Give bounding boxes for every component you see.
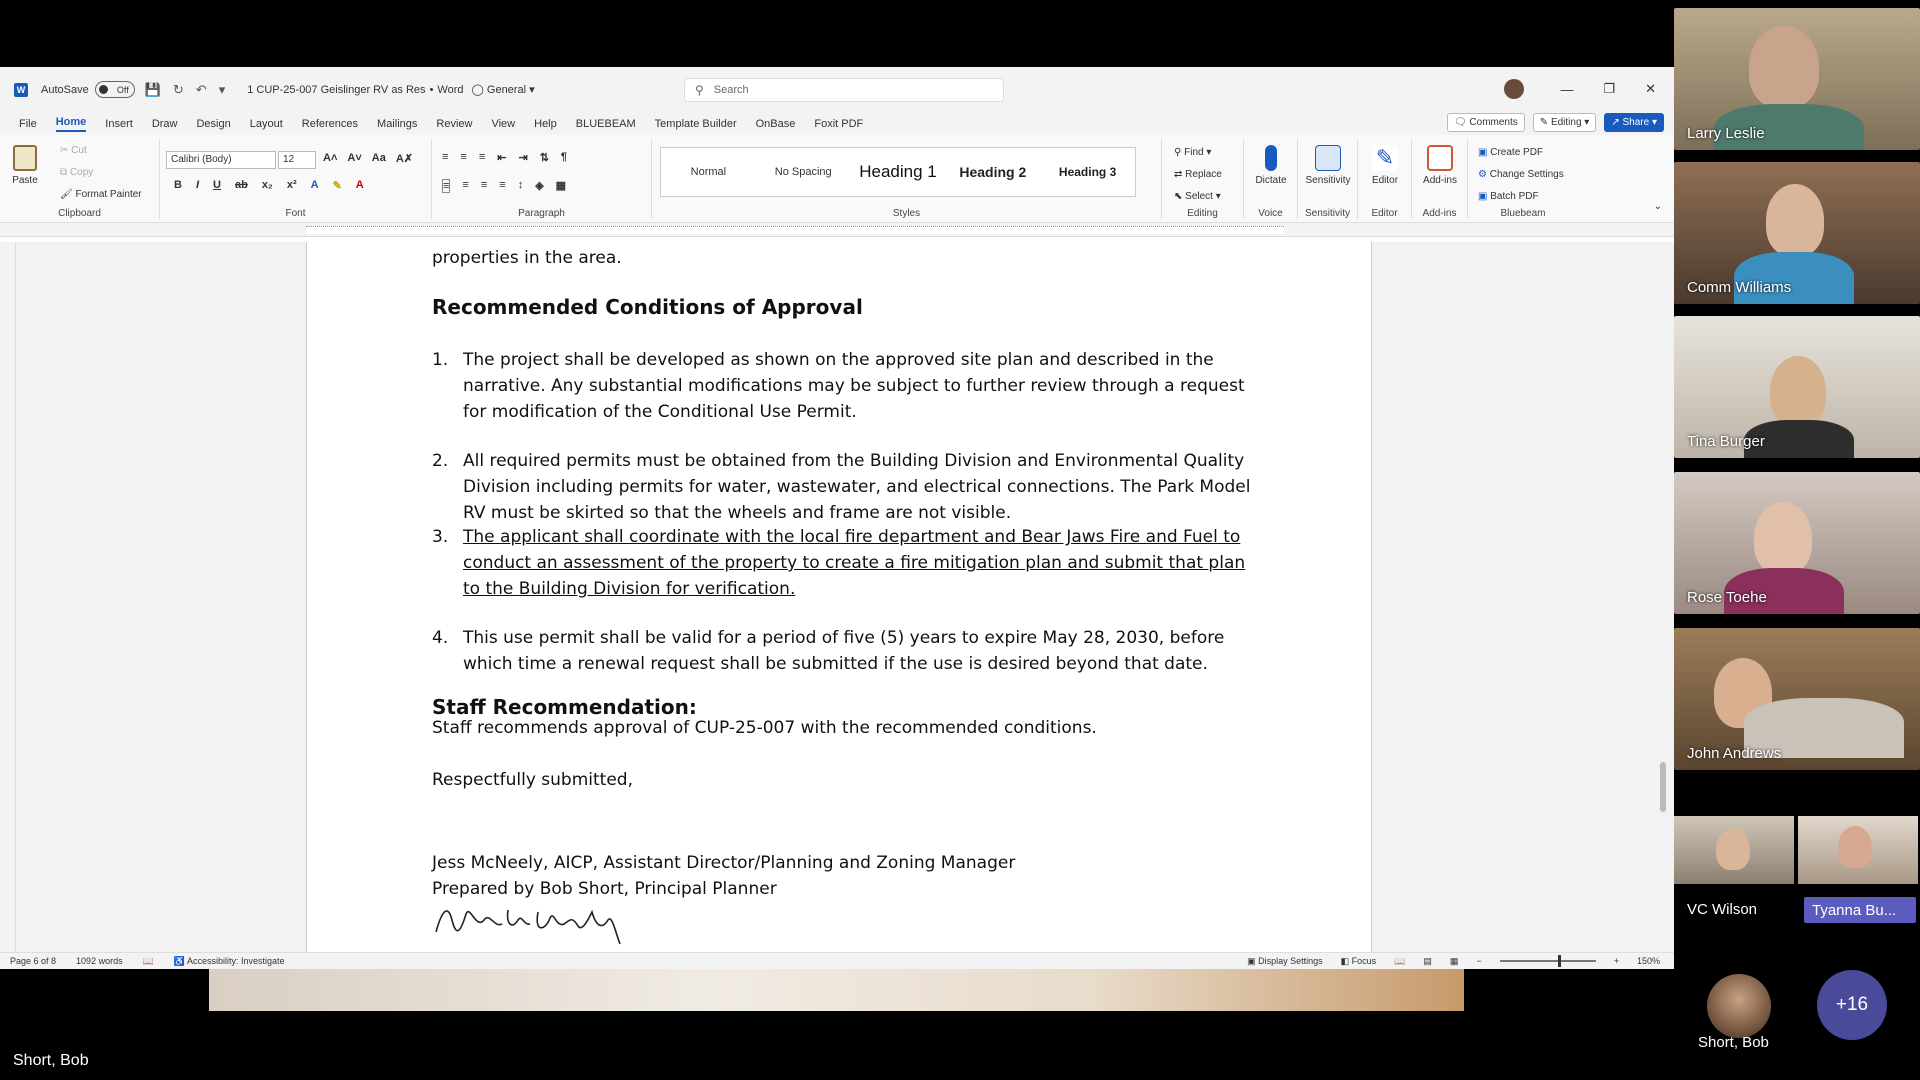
copy-button[interactable]: ⧉ Copy [60, 167, 94, 178]
app-name: Word [437, 83, 464, 96]
align-left-icon[interactable]: ≡ [443, 180, 450, 192]
strikethrough-icon[interactable]: ab [234, 179, 248, 191]
editor-button[interactable] [1362, 145, 1408, 186]
group-sensitivity [1298, 139, 1358, 219]
document-page[interactable] [306, 242, 1372, 952]
group-clipboard [0, 139, 160, 219]
decrease-indent-icon[interactable]: ⇤ [497, 152, 507, 164]
group-addins [1412, 139, 1468, 219]
display-settings-label: Display Settings [1258, 955, 1323, 966]
horizontal-ruler [0, 223, 1674, 237]
zoom-out-icon[interactable]: − [1476, 956, 1482, 966]
window-controls [1504, 79, 1656, 99]
participant-name: John Andrews [1687, 745, 1782, 762]
ribbon-right-actions [1447, 113, 1664, 132]
focus-label: Focus [1351, 955, 1377, 966]
italic-icon[interactable]: I [195, 179, 200, 191]
condition-number: 1. [432, 350, 449, 370]
paste-label: Paste [12, 175, 38, 186]
sensitivity-icon [1315, 145, 1341, 171]
participant-video [1766, 184, 1824, 256]
tab-foxit-pdf[interactable]: Foxit PDF [814, 117, 864, 130]
participant-face [1838, 826, 1872, 868]
condition-item [432, 448, 1252, 526]
bullets-icon[interactable]: ≡ [442, 151, 449, 163]
print-layout-icon[interactable]: ▤ [1423, 955, 1432, 966]
increase-indent-icon[interactable]: ⇥ [518, 152, 528, 164]
participant-name: Comm Williams [1687, 279, 1792, 296]
zoom-slider[interactable] [1500, 960, 1596, 962]
condition-text: This use permit shall be valid for a period of five (5) years to expire May 28, 2030, before which time a renewal request shall be submitted if the use is desired beyond that date. [463, 628, 1225, 674]
more-participants-button[interactable]: +16 [1817, 970, 1887, 1040]
style-no-spacing[interactable]: No Spacing [774, 166, 832, 178]
editor-pen-icon: ✎ [1372, 145, 1398, 171]
condition-text-inserted: The applicant shall coordinate with the local fire department and Bear Jaws Fire and Fuel to conduct an assessment of the property to create a fire mitigation plan and submit that plan to the Building Division for verification. [463, 527, 1246, 599]
tab-template-builder[interactable]: Template Builder [654, 117, 737, 130]
batch-icon: ▣ [1478, 191, 1488, 202]
tab-file[interactable]: File [19, 117, 37, 130]
editor-label: Editor [1371, 175, 1399, 186]
group-editing [1162, 139, 1244, 219]
clear-formatting-icon[interactable]: A✗ [395, 153, 413, 165]
settings-icon: ⚙ [1478, 169, 1487, 180]
group-editor [1358, 139, 1412, 219]
create-pdf-button[interactable] [1478, 147, 1543, 158]
editing-group-label: Editing [1187, 208, 1218, 219]
style-heading-3[interactable]: Heading 3 [1058, 165, 1117, 179]
share-button[interactable]: ↗ Share ▾ [1604, 113, 1664, 132]
participant-tile[interactable] [1674, 472, 1920, 614]
page-count[interactable]: Page 6 of 8 [10, 956, 57, 966]
tab-design[interactable]: Design [196, 117, 231, 130]
group-bluebeam [1468, 139, 1578, 219]
sensitivity-button[interactable] [1300, 145, 1356, 186]
clipboard-group-label: Clipboard [58, 208, 101, 219]
style-normal[interactable]: Normal [690, 166, 727, 178]
paragraph-group-label: Paragraph [518, 208, 565, 219]
editing-mode-button[interactable]: ✎ Editing ▾ [1533, 113, 1597, 132]
display-settings-button[interactable]: ▣ Display Settings [1247, 955, 1323, 966]
signer-text: Jess McNeely, AICP, Assistant Director/Planning and Zoning Manager [432, 853, 1016, 873]
word-count[interactable]: 1092 words [76, 956, 123, 966]
participant-tile[interactable] [1674, 628, 1920, 770]
align-right-icon[interactable]: ≡ [480, 179, 488, 191]
customize-qat-icon[interactable]: ▾ [218, 81, 226, 97]
participant-video [1674, 816, 1794, 884]
restore-icon[interactable]: ❐ [1603, 81, 1616, 96]
change-settings-button[interactable] [1478, 169, 1564, 180]
tab-review[interactable]: Review [436, 117, 473, 130]
tab-references[interactable]: References [301, 117, 359, 130]
participant-video [1798, 816, 1918, 884]
closing-text: Respectfully submitted, [432, 770, 633, 790]
participant-video [1749, 26, 1819, 108]
select-button[interactable]: ⬉ Select ▾ [1174, 191, 1221, 202]
group-styles [652, 139, 1162, 219]
tab-draw[interactable]: Draw [151, 117, 178, 130]
tab-insert[interactable]: Insert [105, 117, 133, 130]
zoom-in-icon[interactable]: + [1613, 956, 1619, 966]
font-name-dropdown[interactable]: Calibri (Body) [166, 151, 276, 169]
find-label: Find [1184, 147, 1204, 158]
dictate-label: Dictate [1255, 175, 1287, 186]
batch-pdf-label: Batch PDF [1490, 191, 1539, 202]
create-pdf-label: Create PDF [1490, 147, 1544, 158]
addins-label: Add-ins [1423, 175, 1457, 186]
multilevel-list-icon[interactable]: ≡ [478, 151, 486, 163]
format-painter-label: Format Painter [75, 189, 142, 200]
close-icon[interactable]: ✕ [1645, 81, 1656, 96]
self-name: Short, Bob [1698, 1034, 1769, 1051]
share-label: Share [1622, 117, 1650, 128]
tab-home[interactable]: Home [56, 116, 87, 132]
text-effects-icon[interactable]: A [310, 179, 319, 191]
read-mode-icon[interactable]: 📖 [1394, 955, 1406, 966]
addins-button[interactable] [1416, 145, 1464, 186]
batch-pdf-button[interactable] [1478, 191, 1539, 202]
participant-video [1770, 356, 1826, 426]
condition-number: 3. [432, 527, 449, 547]
sensitivity-btn-label: Sensitivity [1305, 175, 1351, 186]
save-icon[interactable]: 💾 [144, 81, 161, 97]
condition-item [432, 524, 1252, 602]
bold-icon[interactable]: B [174, 179, 182, 191]
style-heading-1[interactable]: Heading 1 [859, 162, 937, 181]
paragraph-list-tools [442, 151, 567, 164]
participant-tile[interactable] [1674, 316, 1920, 458]
participant-name: Larry Leslie [1687, 125, 1765, 142]
underline-icon[interactable]: U [213, 179, 221, 191]
ruler-track [306, 226, 1284, 234]
zoom-level[interactable]: 150% [1636, 956, 1660, 966]
search-icon: ⚲ [695, 83, 704, 97]
change-settings-label: Change Settings [1489, 169, 1564, 180]
participant-name: Rose Toehe [1687, 589, 1767, 606]
document-area [0, 242, 1674, 952]
clipboard-icon [13, 145, 37, 171]
participant-name: Tina Burger [1687, 433, 1765, 450]
participant-face [1716, 828, 1750, 870]
microphone-icon [1265, 145, 1277, 171]
participant-tile[interactable] [1674, 162, 1920, 304]
participant-tile-pair[interactable] [1674, 816, 1920, 929]
sensitivity-label[interactable]: ◯ General ▾ [471, 84, 535, 96]
undo-icon[interactable]: ↶ [195, 81, 207, 97]
find-button[interactable]: ⚲ Find ▾ [1174, 147, 1212, 158]
addins-group-label: Add-ins [1422, 208, 1457, 219]
comments-label: Comments [1469, 117, 1518, 128]
staff-recommendation-text: Staff recommends approval of CUP-25-007 with the recommended conditions. [432, 718, 1097, 738]
format-painter-button[interactable]: 🖌 Format Painter [60, 189, 142, 200]
font-group-label: Font [285, 208, 306, 219]
accessibility-status[interactable]: ♿ Accessibility: Investigate [173, 955, 285, 966]
tab-help[interactable]: Help [534, 117, 557, 130]
tab-onbase[interactable]: OnBase [755, 117, 796, 130]
condition-text: All required permits must be obtained from the Building Division and Environmental Quality Division including permits for water, wastewater, and electrical connections. The Park Model RV must be skirted so that the wheels and frame are not visible. [463, 451, 1251, 523]
search-box[interactable] [684, 78, 1004, 102]
sort-icon[interactable]: ⇅ [539, 152, 549, 164]
addins-grid-icon [1427, 145, 1453, 171]
editing-label: Editing [1550, 117, 1582, 128]
comments-button[interactable]: 🗨 Comments [1447, 113, 1525, 132]
tab-bluebeam[interactable]: BLUEBEAM [575, 117, 636, 130]
replace-label: Replace [1185, 169, 1222, 180]
paragraph-align-tools [442, 179, 566, 193]
group-voice [1244, 139, 1298, 219]
tab-mailings[interactable]: Mailings [377, 117, 418, 130]
account-avatar[interactable] [1504, 79, 1524, 99]
sensitivity-value: General [486, 84, 527, 96]
prepared-by-text: Prepared by Bob Short, Principal Planner [432, 879, 777, 899]
condition-item [432, 625, 1252, 677]
staff-recommendation-heading: Staff Recommendation: [432, 695, 697, 719]
numbering-icon[interactable]: ≡ [460, 151, 467, 163]
line-spacing-icon[interactable]: ↕ [517, 179, 524, 191]
copy-label: Copy [69, 167, 94, 178]
collapse-ribbon-icon[interactable]: ⌄ [1653, 201, 1662, 212]
styles-group-label: Styles [892, 208, 921, 219]
cut-label: Cut [71, 145, 87, 156]
word-app-icon: W [14, 83, 28, 97]
condition-text: The project shall be developed as shown on the approved site plan and described in the narrative. Any substantial modifications may be subject to further review through a request for modification of the Conditional Use Permit. [463, 350, 1245, 422]
highlight-icon[interactable]: ✎ [332, 180, 342, 192]
condition-item [432, 347, 1252, 425]
select-label: Select [1185, 191, 1213, 202]
tab-layout[interactable]: Layout [249, 117, 283, 130]
change-case-icon[interactable]: Aa [371, 152, 386, 164]
grow-font-icon[interactable]: A˄ [323, 152, 338, 164]
participant-body [1734, 252, 1854, 304]
replace-button[interactable]: ⇄ Replace [1174, 169, 1222, 180]
font-color-icon[interactable]: A [355, 179, 364, 191]
style-heading-2[interactable]: Heading 2 [959, 164, 1027, 180]
participant-video [1754, 502, 1812, 574]
vertical-scrollbar-thumb[interactable] [1660, 762, 1666, 812]
condition-number: 2. [432, 451, 449, 471]
accessibility-label: Accessibility: Investigate [187, 955, 285, 966]
tab-view[interactable]: View [491, 117, 516, 130]
subscript-icon[interactable]: x₂ [261, 179, 273, 191]
ribbon-tabs [0, 112, 1674, 135]
group-font [160, 139, 432, 219]
dictate-button[interactable] [1248, 145, 1294, 186]
editor-group-label: Editor [1371, 208, 1398, 219]
focus-button[interactable]: ◧ Focus [1340, 955, 1377, 966]
participant-tile[interactable] [1674, 8, 1920, 150]
title-separator: • [429, 83, 434, 96]
participant-name: VC Wilson [1687, 901, 1758, 918]
pdf-icon: ▣ [1478, 147, 1488, 158]
font-size-dropdown[interactable]: 12 [278, 151, 316, 169]
status-bar [0, 952, 1674, 969]
status-right [1247, 956, 1660, 967]
font-size-tools [323, 152, 413, 165]
group-paragraph [432, 139, 652, 219]
bluebeam-group-label: Bluebeam [1500, 208, 1546, 219]
self-avatar[interactable] [1707, 974, 1771, 1038]
title-bar [0, 67, 1674, 112]
paste-button[interactable] [10, 145, 40, 186]
intro-tail-text: properties in the area. [432, 248, 622, 268]
shared-screen-bottom-strip [209, 969, 1464, 1011]
ribbon-home [0, 135, 1674, 223]
quick-access-toolbar [145, 82, 226, 98]
condition-number: 4. [432, 628, 449, 648]
borders-icon[interactable]: ▦ [555, 180, 567, 192]
presenter-name: Short, Bob [13, 1052, 89, 1069]
conditions-heading: Recommended Conditions of Approval [432, 295, 863, 319]
document-title: 1 CUP-25-007 Geislinger RV as Res [247, 83, 426, 96]
cut-button[interactable]: ✂ Cut [60, 145, 87, 156]
web-layout-icon[interactable]: ▦ [1449, 955, 1459, 966]
minimize-icon[interactable]: — [1560, 81, 1574, 97]
shading-icon[interactable]: ◈ [535, 180, 544, 192]
show-marks-icon[interactable]: ¶ [560, 151, 568, 163]
redo-icon[interactable]: ↻ [172, 81, 184, 97]
sensitivity-group-label: Sensitivity [1304, 208, 1350, 219]
proofing-icon[interactable]: 📖 [142, 955, 154, 966]
superscript-icon[interactable]: x² [286, 179, 297, 191]
search-placeholder: Search [713, 84, 749, 96]
shrink-font-icon[interactable]: A˅ [347, 152, 362, 164]
vertical-ruler [2, 242, 16, 952]
autosave-toggle[interactable]: Off [95, 81, 135, 98]
font-style-tools [174, 179, 364, 192]
voice-group-label: Voice [1258, 208, 1283, 219]
autosave-label: AutoSave [41, 83, 89, 96]
participant-name-highlight: Tyanna Bu... [1804, 897, 1916, 923]
align-center-icon[interactable]: ≡ [462, 179, 469, 191]
word-window [0, 67, 1674, 969]
justify-icon[interactable]: ≡ [499, 179, 506, 191]
